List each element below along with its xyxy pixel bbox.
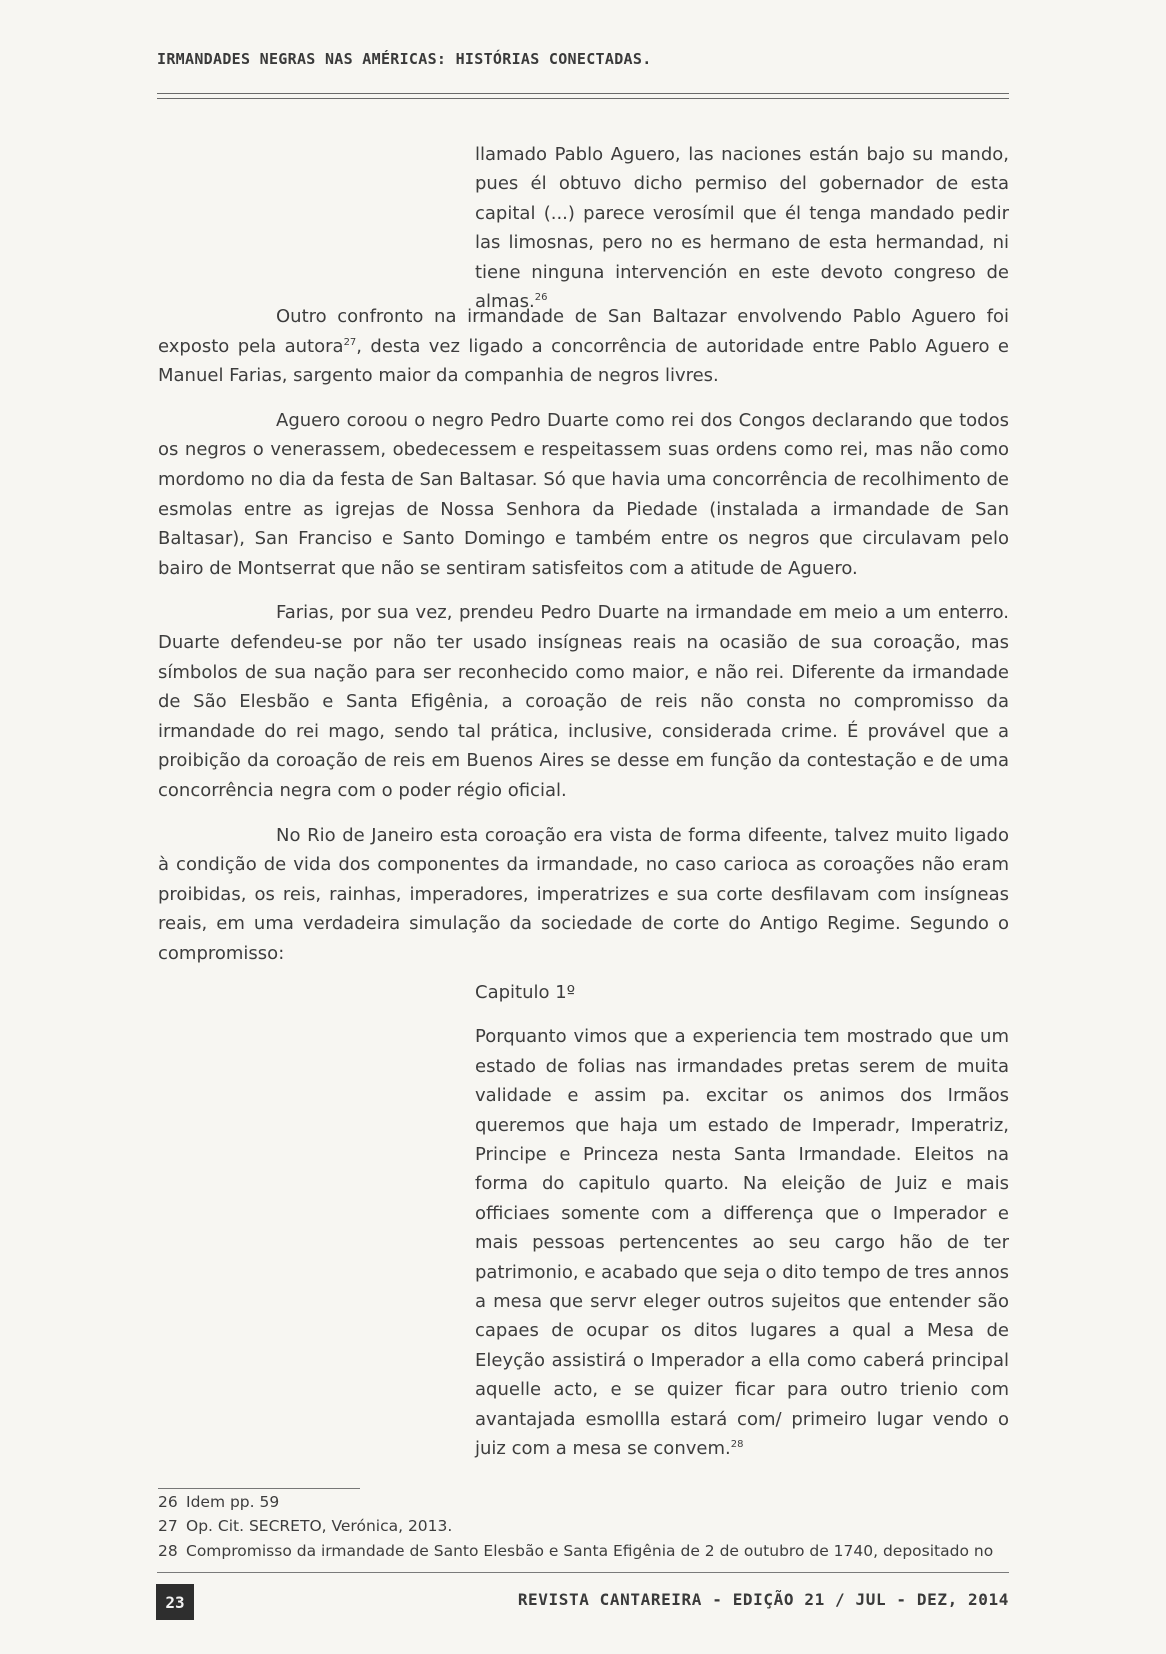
footnote	[158, 1514, 1018, 1538]
header-rule-top	[157, 93, 1009, 94]
header-rule-bottom	[157, 98, 1009, 99]
footnote-text: Op. Cit. SECRETO, Verónica, 2013.	[186, 1517, 453, 1536]
paragraph-3: Farias, por sua vez, prendeu Pedro Duarte na irmandade em meio a um enterro. Duarte defendeu-se por não ter usado insígneas reais na ocasião de sua coroação, mas símbolos de sua nação para ser reconhecido como maior, e não rei. Diferente da irmandade de São Elesbão e Santa Efigênia, a coroação de reis não consta no compromisso da irmandade do rei mago, sendo tal prática, inclusive, considerada crime. É provável que a proibição da coroação de reis em Buenos Aires se desse em função da contestação e de uma concorrência negra com o poder régio oficial.	[158, 602, 1009, 801]
footnote	[158, 1490, 1018, 1514]
footnote-ref-28: 28	[730, 1439, 744, 1451]
footnote-number: 27	[158, 1517, 178, 1536]
footnotes	[158, 1490, 1018, 1563]
journal-name: REVISTA CANTAREIRA - EDIÇÃO 21 / JUL - DEZ, 2014	[517, 1590, 1009, 1609]
footnote	[158, 1539, 1018, 1563]
footnote-text: Compromisso da irmandade de Santo Elesbão e Santa Efigênia de 2 de outubro de 1740, depositado no	[186, 1541, 994, 1560]
page-number: 23	[156, 1584, 194, 1620]
paragraph-1-text-cont: , desta vez ligado a concorrência de autoridade entre Pablo Aguero e Manuel Farias, sargento maior da companhia de negros livres.	[158, 335, 1009, 387]
paragraph-2: Aguero coroou o negro Pedro Duarte como rei dos Congos declarando que todos os negros o venerassem, obedecessem e respeitassem suas ordens como rei, mas não como mordomo no dia da festa de San Baltasar. Só que havia uma concorrência de recolhimento de esmolas entre as igrejas de Nossa Senhora da Piedade (instalada a irmandade de San Baltasar), San Franciso e Santo Domingo e também entre os negros que circulavam pelo bairo de Montserrat que não se sentiram satisfeitos com a atitude de Aguero.	[158, 409, 1009, 579]
body-text	[158, 302, 1009, 968]
footnote-text: Idem pp. 59	[186, 1493, 280, 1511]
block-quote-spanish	[475, 140, 1009, 316]
paragraph-4: No Rio de Janeiro esta coroação era vista de forma difeente, talvez muito ligado à condição de vida dos componentes da irmandade, no caso carioca as coroações não eram proibidas, os reis, rainhas, imperadores, imperatrizes e sua corte desfilavam com insígneas reais, em uma verdadeira simulação da sociedade de corte do Antigo Regime. Segundo o compromisso:	[158, 824, 1009, 964]
block-quote-compromisso	[475, 978, 1009, 1464]
footnote-number: 28	[158, 1541, 178, 1560]
footnote-number: 26	[158, 1493, 178, 1511]
quote-heading: Capitulo 1º	[475, 982, 576, 1003]
quote-text: Porquanto vimos que a experiencia tem mostrado que um estado de folias nas irmandades pretas serem de muita validade e assim pa. excitar os animos dos Irmãos queremos que haja um estado de Imperadr, Imperatriz, Principe e Princeza nesta Santa Irmandade. Eleitos na forma do capitulo quarto. Na eleição de Juiz e mais officiaes somente com a differença que o Imperador e mais pessoas pertencentes ao seu cargo hão de ter patrimonio, e acabado que seja o dito tempo de tres annos a mesa que servr eleger outros sujeitos que entender são capaes de ocupar os ditos lugares a qual a Mesa de Eleyção assistirá o Imperador a ella como caberá principal aquelle acto, e se quizer ficar para outro trienio com avantajada esmollla estará com/ primeiro lugar vendo o juiz com a mesa se convem.	[475, 1026, 1010, 1460]
paragraph-1-text: Outro confronto na irmandade de San Baltazar envolvendo Pablo Aguero foi exposto pela autora	[158, 306, 1009, 357]
footnote-ref-26: 26	[534, 292, 548, 304]
quote-text: llamado Pablo Aguero, las naciones están bajo su mando, pues él obtuvo dicho permiso del gobernador de esta capital (...) parece verosímil que él tenga mandado pedir las limosnas, pero no es hermano de esta hermandad, ni tiene ninguna intervención en este devoto congreso de almas.	[475, 144, 1009, 313]
footnote-ref-27: 27	[343, 336, 357, 348]
quote-paragraph	[475, 1022, 1009, 1463]
paragraph-1	[158, 302, 1009, 391]
footer-rule	[157, 1572, 1009, 1573]
running-header-title: IRMANDADES NEGRAS NAS AMÉRICAS: HISTÓRIAS CONECTADAS.	[157, 50, 652, 68]
footnote-separator	[158, 1488, 360, 1489]
quote-paragraph	[475, 140, 1009, 316]
